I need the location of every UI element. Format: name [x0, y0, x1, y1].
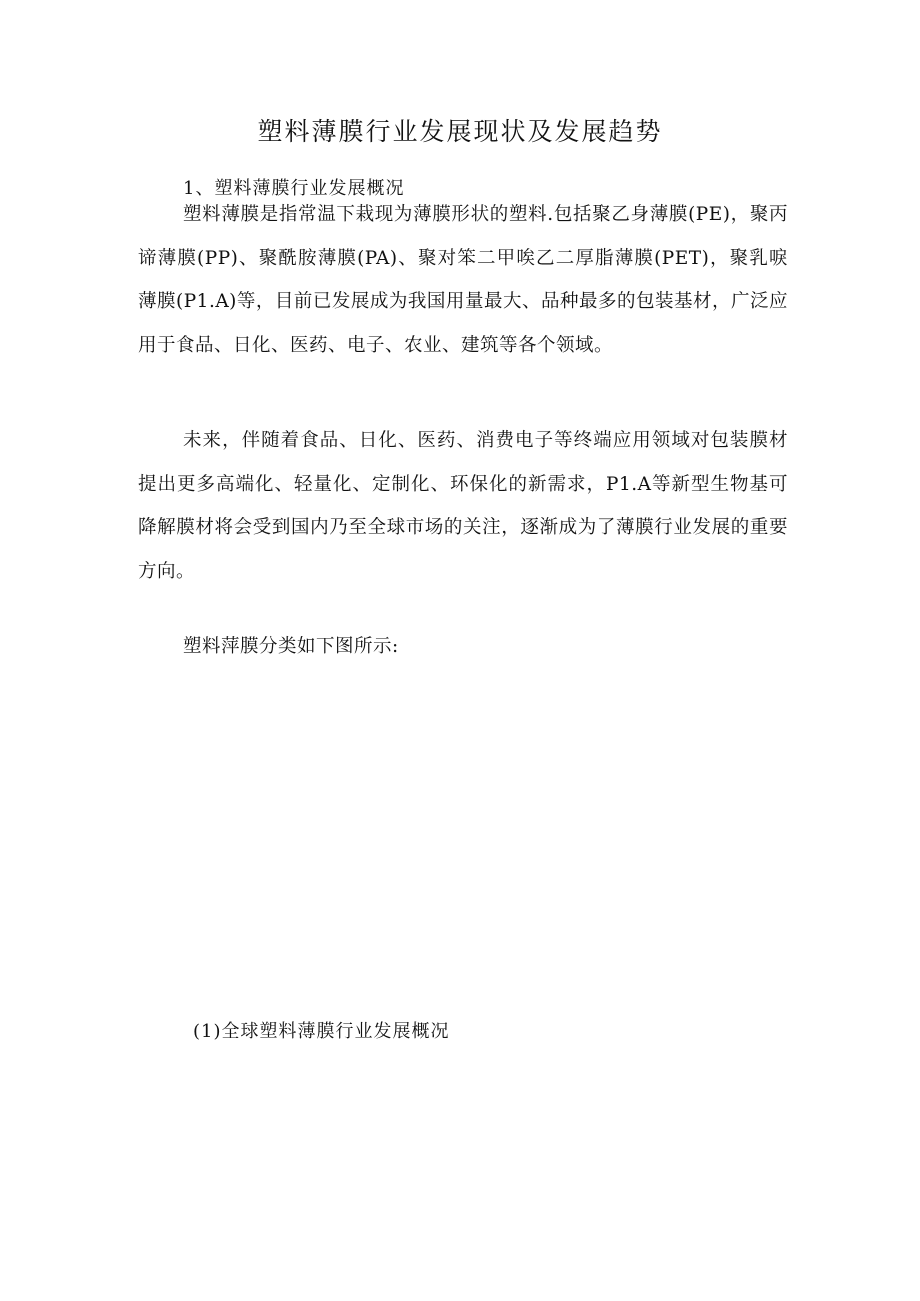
paragraph-classification: 塑料萍膜分类如下图所示: — [183, 636, 399, 657]
document-title: 塑料薄膜行业发展现状及发展趋势 — [257, 117, 663, 146]
paragraph-future: 未来，伴随着食品、日化、医药、消费电子等终端应用领域对包装膜材提出更多高端化、轻量化、定制化、环保化的新需求，P1.A等新型生物基可降解膜材将会受到国内乃至全球市场的关注，逐渐成为了薄膜行业发展的重要方向。 — [138, 430, 788, 582]
section-heading: 1、塑料薄膜行业发展概况 — [183, 178, 405, 199]
sub-heading-global: (1)全球塑料薄膜行业发展概况 — [193, 1021, 450, 1042]
paragraph-overview: 塑料薄膜是指常温下栽现为薄膜形状的塑料.包括聚乙身薄膜(PE)，聚丙谛薄膜(PP)、聚酰胺薄膜(PA)、聚对笨二甲唉乙二厚脂薄膜(PET)，聚乳唳薄膜(P1.A)等，目前已发展成为我国用量最大、品种最多的包装基材，广泛应用于食品、日化、医药、电子、农业、建筑等各个领域。 — [138, 204, 788, 356]
